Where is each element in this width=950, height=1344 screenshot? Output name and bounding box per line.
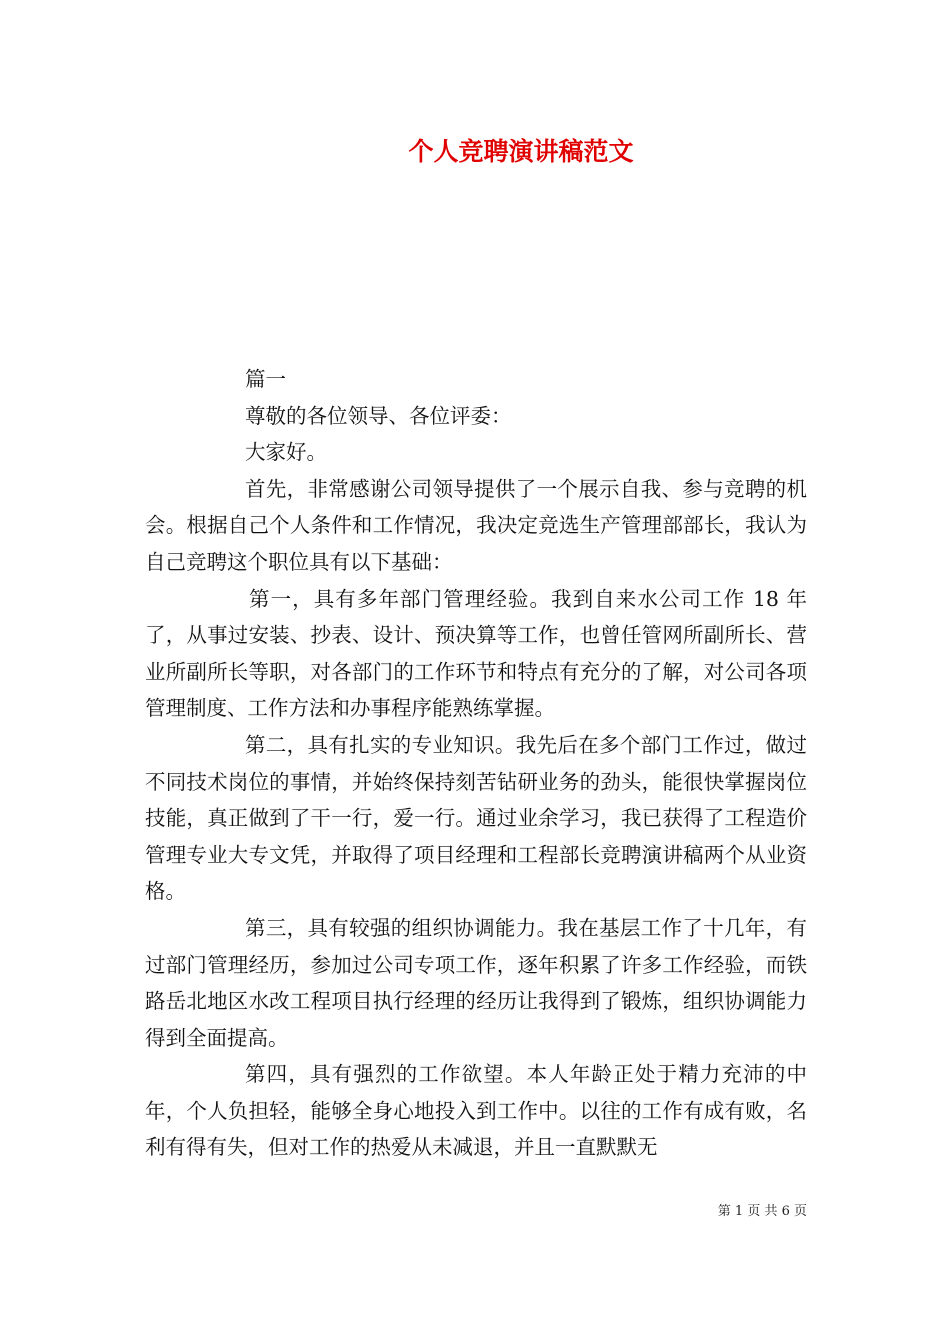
section-heading: 篇一	[245, 367, 286, 391]
greeting: 大家好。	[245, 440, 327, 465]
paragraph-fourth: 第四，具有强烈的工作欲望。本人年龄正处于精力充沛的中年，个人负担轻，能够全身心地投入到工作中。以往的工作有成有败，名利有得有失，但对工作的热爱从未减退，并且一直默默无	[145, 1062, 807, 1160]
paragraph-third: 第三，具有较强的组织协调能力。我在基层工作了十几年，有过部门管理经历，参加过公司专项工作，逐年积累了许多工作经验，而铁路岳北地区水改工程项目执行经理的经历让我得到了锻炼，组织协调能力得到全面提高。	[145, 915, 807, 1050]
paragraph-second: 第二，具有扎实的专业知识。我先后在多个部门工作过，做过不同技术岗位的事情，并始终保持刻苦钻研业务的劲头，能很快掌握岗位技能，真正做到了干一行，爱一行。通过业余学习，我已获得了工程造价管理专业大专文凭，并取得了项目经理和工程部长竞聘演讲稿两个从业资格。	[145, 732, 807, 904]
paragraph-intro: 首先，非常感谢公司领导提供了一个展示自我、参与竞聘的机会。根据自己个人条件和工作情况，我决定竞选生产管理部部长，我认为自己竞聘这个职位具有以下基础：	[145, 476, 807, 574]
paragraph-first: 第一，具有多年部门管理经验。我到自来水公司工作 18 年了，从事过安装、抄表、设计、预决算等工作，也曾任管网所副所长、营业所副所长等职，对各部门的工作环节和特点有充分的了解，对公司各项管理制度、工作方法和办事程序能熟练掌握。	[145, 586, 807, 721]
document-title: 个人竞聘演讲稿范文	[408, 137, 634, 166]
document-body	[145, 361, 807, 1166]
salutation: 尊敬的各位领导、各位评委：	[245, 403, 512, 428]
page-footer: 第 1 页 共 6 页	[717, 1204, 807, 1219]
